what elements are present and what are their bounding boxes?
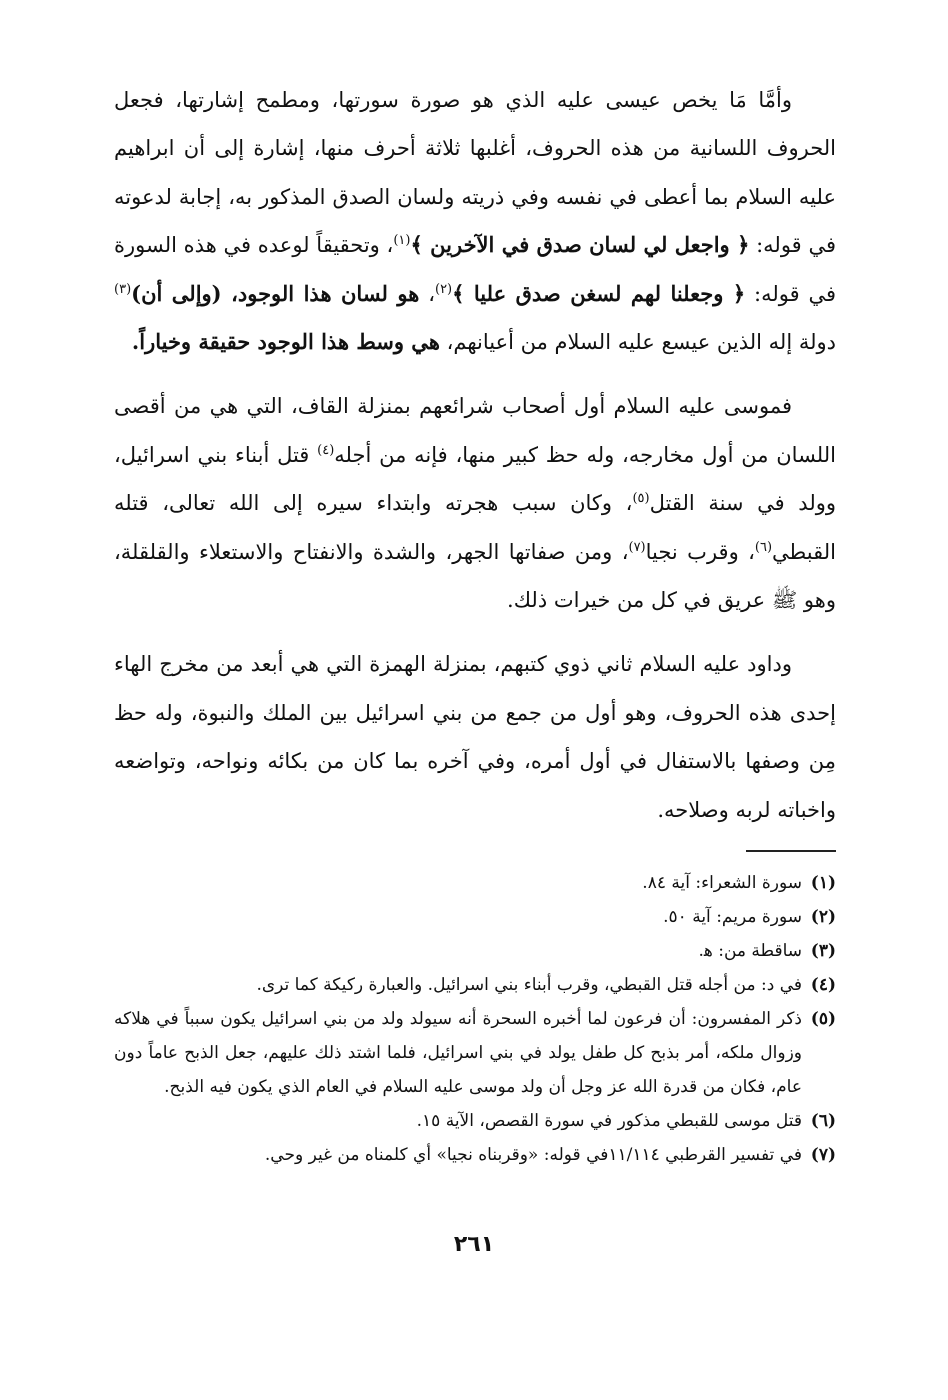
body-text: وداود عليه السلام ثاني ذوي كتبهم، بمنزلة الهمزة التي هي أبعد من مخرج الهاء إحدى هذه الحروف، وهو أول من جمع من بني اسرائيل بين الملك والنبوة، وله حظ مِن وصفها بالاستفال في أول أمره، وفي آخره بما كان من بكائه ونواحه، وتواضعه واخباته لربه وصلاحه. (114, 652, 836, 822)
footnote-number: (١) (810, 873, 836, 894)
footnote (114, 934, 836, 968)
footnote-text: في د: من أجله قتل القبطي، وقرب أبناء بني اسرائيل. والعبارة ركيكة كما ترى. (256, 975, 802, 996)
footnote-number: (٥) (810, 1009, 836, 1030)
footnote-marker: (٦) (754, 539, 773, 555)
footnote (114, 1138, 836, 1172)
footnote-marker: (٢) (434, 281, 453, 297)
footnote-number: (٦) (810, 1111, 836, 1132)
paragraph (114, 76, 836, 366)
footnote-number: (٤) (810, 975, 836, 996)
footnote-text: في تفسير القرطبي ١١/١١٤في قوله: «وقربناه نجيا» أي كلمناه من غير وحي. (264, 1145, 802, 1166)
emphasized-text: ﴿ واجعل لي لسان صدق في الآخرين ﴾ (410, 232, 750, 258)
body-text: قتل أبناء بني اسرائيل، وولد في سنة القتل (114, 442, 836, 516)
paragraph (114, 382, 836, 624)
footnote-marker: (١) (393, 233, 411, 249)
footnote (114, 900, 836, 934)
footnote (114, 1104, 836, 1138)
footnote (114, 1002, 836, 1104)
page-number: ٢٦١ (453, 1232, 495, 1257)
body-text: وأمَّا مَا يخص عيسى عليه الذي هو صورة سورتها، ومطمح إشارتها، فجعل الحروف اللسانية من هذه الحروف، أغلبها ثلاثة أحرف منها، إشارة إلى أن ابراهيم عليه السلام بما أعطى في نفسه وفي ذريته ولسان الصدق المذكور به، إجابة لدعوته في قوله: (114, 88, 836, 258)
body-text: ، ومن صفاتها الجهر، والشدة والانفتاح والاستعلاء والقلقلة، وهو ﷺ عريق في كل من خيرات ذلك. (114, 539, 836, 613)
body-text: ، (419, 281, 435, 306)
emphasized-text: ﴿ وجعلنا لهم لسغن صدق عليا ﴾ (452, 280, 746, 306)
body-text: فموسى عليه السلام أول أصحاب شرائعهم بمنزلة القاف، التي هي من أقصى اللسان من أول مخارجه، وله حظ كبير منها، فإنه من أجله (114, 394, 836, 467)
footnote-text: قتل موسى للقبطي مذكور في سورة القصص، الآية ١٥. (416, 1111, 802, 1132)
body-text: ، وتحقيقاً لوعده في هذه السورة في قوله: (114, 233, 837, 306)
footnote-text: ساقطة من: ﻫ. (698, 941, 802, 962)
footnote-divider (746, 850, 836, 852)
body-text: دولة إله الذين عيسع عليه السلام من أعيانهم، (439, 330, 836, 355)
footnote-marker: (٧) (628, 539, 646, 555)
page-body (114, 76, 836, 1172)
footnote-number: (٢) (810, 907, 836, 928)
body-text: ، وقرب نجيا (645, 539, 755, 564)
footnote-marker: (٤) (317, 442, 335, 458)
footnote-marker: (٥) (632, 491, 650, 507)
footnote-number: (٣) (810, 941, 836, 962)
footnote (114, 866, 836, 900)
footnote-text: سورة الشعراء: آية ٨٤. (642, 873, 802, 894)
footnote-number: (٧) (810, 1145, 836, 1166)
paragraph (114, 640, 836, 834)
footnote-marker: (٣) (114, 281, 132, 297)
emphasized-text: هي وسط هذا الوجود حقيقة وخياراً. (131, 329, 440, 355)
footnote-text: ذكر المفسرون: أن فرعون لما أخبره السحرة أنه سيولد ولد من بني اسرائيل يكون سبباً في هلاكه وزوال ملكه، أمر بذبح كل طفل يولد في بني اسرائيل، فلما اشتد ذلك عليهم، جعل الذبح عاماً دون عام، فكان من قدرة الله عز وجل أن ولد موسى عليه السلام في العام الذي يكون فيه الذبح. (114, 1009, 802, 1098)
main-text (114, 76, 836, 834)
footnotes-list (114, 866, 836, 1172)
emphasized-text: هو لسان هذا الوجود، (وإلى أن) (131, 280, 420, 306)
footnote (114, 968, 836, 1002)
footnote-text: سورة مريم: آية ٥٠. (663, 907, 802, 928)
body-text: ، وكان سبب هجرته وابتداء سيره إلى الله تعالى، قتله القبطي (114, 491, 836, 564)
